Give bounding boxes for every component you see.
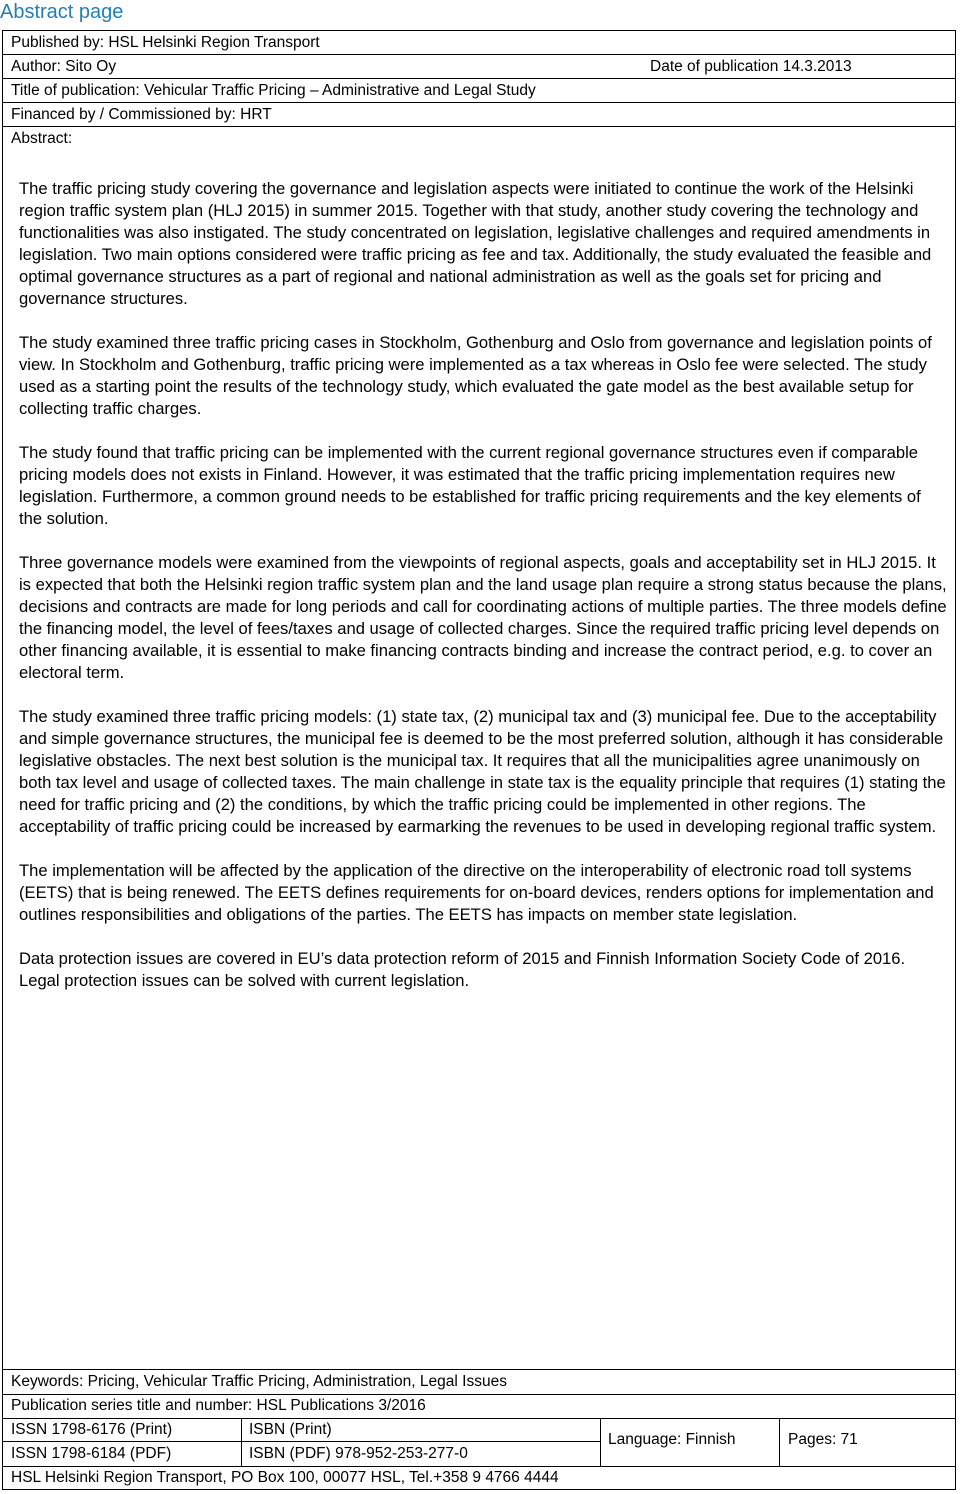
abstract-label-row <box>3 127 955 153</box>
abstract-paragraph-6: The implementation will be affected by the application of the directive on the interoperability of electronic road toll systems (EETS) that is being renewed. The EETS defines requirements for on-board devices, renders options for implementation and outlines responsibilities and obligations of the parties. The EETS has impacts on member state legislation. <box>19 861 934 924</box>
published-by: Published by: HSL Helsinki Region Transport <box>11 34 320 51</box>
isbn-pdf: ISBN (PDF) 978-952-253-277-0 <box>249 1445 468 1462</box>
keywords: Keywords: Pricing, Vehicular Traffic Pricing, Administration, Legal Issues <box>11 1373 507 1390</box>
address: HSL Helsinki Region Transport, PO Box 100, 00077 HSL, Tel.+358 9 4766 4444 <box>11 1469 559 1486</box>
page-title: Abstract page <box>0 1 124 23</box>
pages: Pages: 71 <box>788 1431 858 1448</box>
abstract-label: Abstract: <box>11 130 73 147</box>
title-row <box>3 79 955 103</box>
publication-series: Publication series title and number: HSL Publications 3/2016 <box>11 1397 426 1414</box>
title-of-publication: Title of publication: Vehicular Traffic Pricing – Administrative and Legal Study <box>11 82 536 99</box>
abstract-paragraph-5: The study examined three traffic pricing models: (1) state tax, (2) municipal tax and (3) municipal fee. Due to the acceptability and simple governance structures, the municipal fee is deemed to be the most preferred solution, although it has considerable legislative obstacles. The next best solution is the municipal tax. It requires that all the municipalities agree unanimously on both tax level and usage of collected taxes. The main challenge in state tax is the equality principle that requires (1) stating the need for traffic pricing and (2) the conditions, by which the traffic pricing could be implemented in other regions. The acceptability of traffic pricing could be increased by earmarking the revenues to be used in developing regional traffic system. <box>19 707 946 836</box>
date-of-publication: Date of publication 14.3.2013 <box>650 58 852 75</box>
financed-by: Financed by / Commissioned by: HRT <box>11 106 272 123</box>
issn-print: ISSN 1798-6176 (Print) <box>11 1421 173 1438</box>
published-by-row <box>3 31 955 55</box>
author: Author: Sito Oy <box>11 58 117 75</box>
abstract-paragraph-7: Data protection issues are covered in EU’s data protection reform of 2015 and Finnish Information Society Code of 2016. Legal protection issues can be solved with current legislation. <box>19 949 906 990</box>
footer-col-divider-3 <box>779 1418 780 1466</box>
footer-divider-top <box>3 1369 955 1370</box>
financed-by-row <box>3 103 955 127</box>
author-row <box>3 55 955 79</box>
abstract-paragraph-4: Three governance models were examined from the viewpoints of regional aspects, goals and acceptability set in HLJ 2015. It is expected that both the Helsinki region traffic system plan and the land usage plan require a strong status because the plans, decisions and contracts are made for long periods and call for coordinating actions of multiple parties. The three models define the financing model, the level of fees/taxes and usage of collected charges. Since the required traffic pricing level depends on other financing available, it is essential to make financing contracts binding and increase the contract period, e.g. to cover an electoral term. <box>19 553 947 682</box>
abstract-form <box>2 30 956 1490</box>
abstract-paragraph-1: The traffic pricing study covering the governance and legislation aspects were initiated to continue the work of the Helsinki region traffic system plan (HLJ 2015) in summer 2015. Together with that study, another study covering the technology and functionalities was also instigated. The study concentrated on legislation, legislative challenges and required amendments in legislation. Two main options considered were traffic pricing as fee and tax. Additionally, the study evaluated the feasible and optimal governance structures as a part of regional and national administration as well as the goals set for pricing and governance structures. <box>19 179 932 308</box>
footer-col-divider-1 <box>241 1418 242 1466</box>
language: Language: Finnish <box>608 1431 736 1448</box>
footer-divider-3 <box>3 1441 600 1442</box>
footer-col-divider-2 <box>600 1418 601 1466</box>
abstract-paragraph-3: The study found that traffic pricing can be implemented with the current regional governance structures even if comparable pricing models does not exists in Finland. However, it was estimated that the traffic pricing implementation requires new legislation. Furthermore, a common ground needs to be established for traffic pricing requirements and the key elements of the solution. <box>19 443 921 528</box>
isbn-print: ISBN (Print) <box>249 1421 332 1438</box>
issn-pdf: ISSN 1798-6184 (PDF) <box>11 1445 172 1462</box>
abstract-body <box>19 178 947 1014</box>
abstract-paragraph-2: The study examined three traffic pricing cases in Stockholm, Gothenburg and Oslo from governance and legislation points of view. In Stockholm and Gothenburg, traffic pricing were implemented as a tax whereas in Oslo fee were selected. The study used as a starting point the results of the technology study, which evaluated the gate model as the best available setup for collecting traffic charges. <box>19 333 932 418</box>
